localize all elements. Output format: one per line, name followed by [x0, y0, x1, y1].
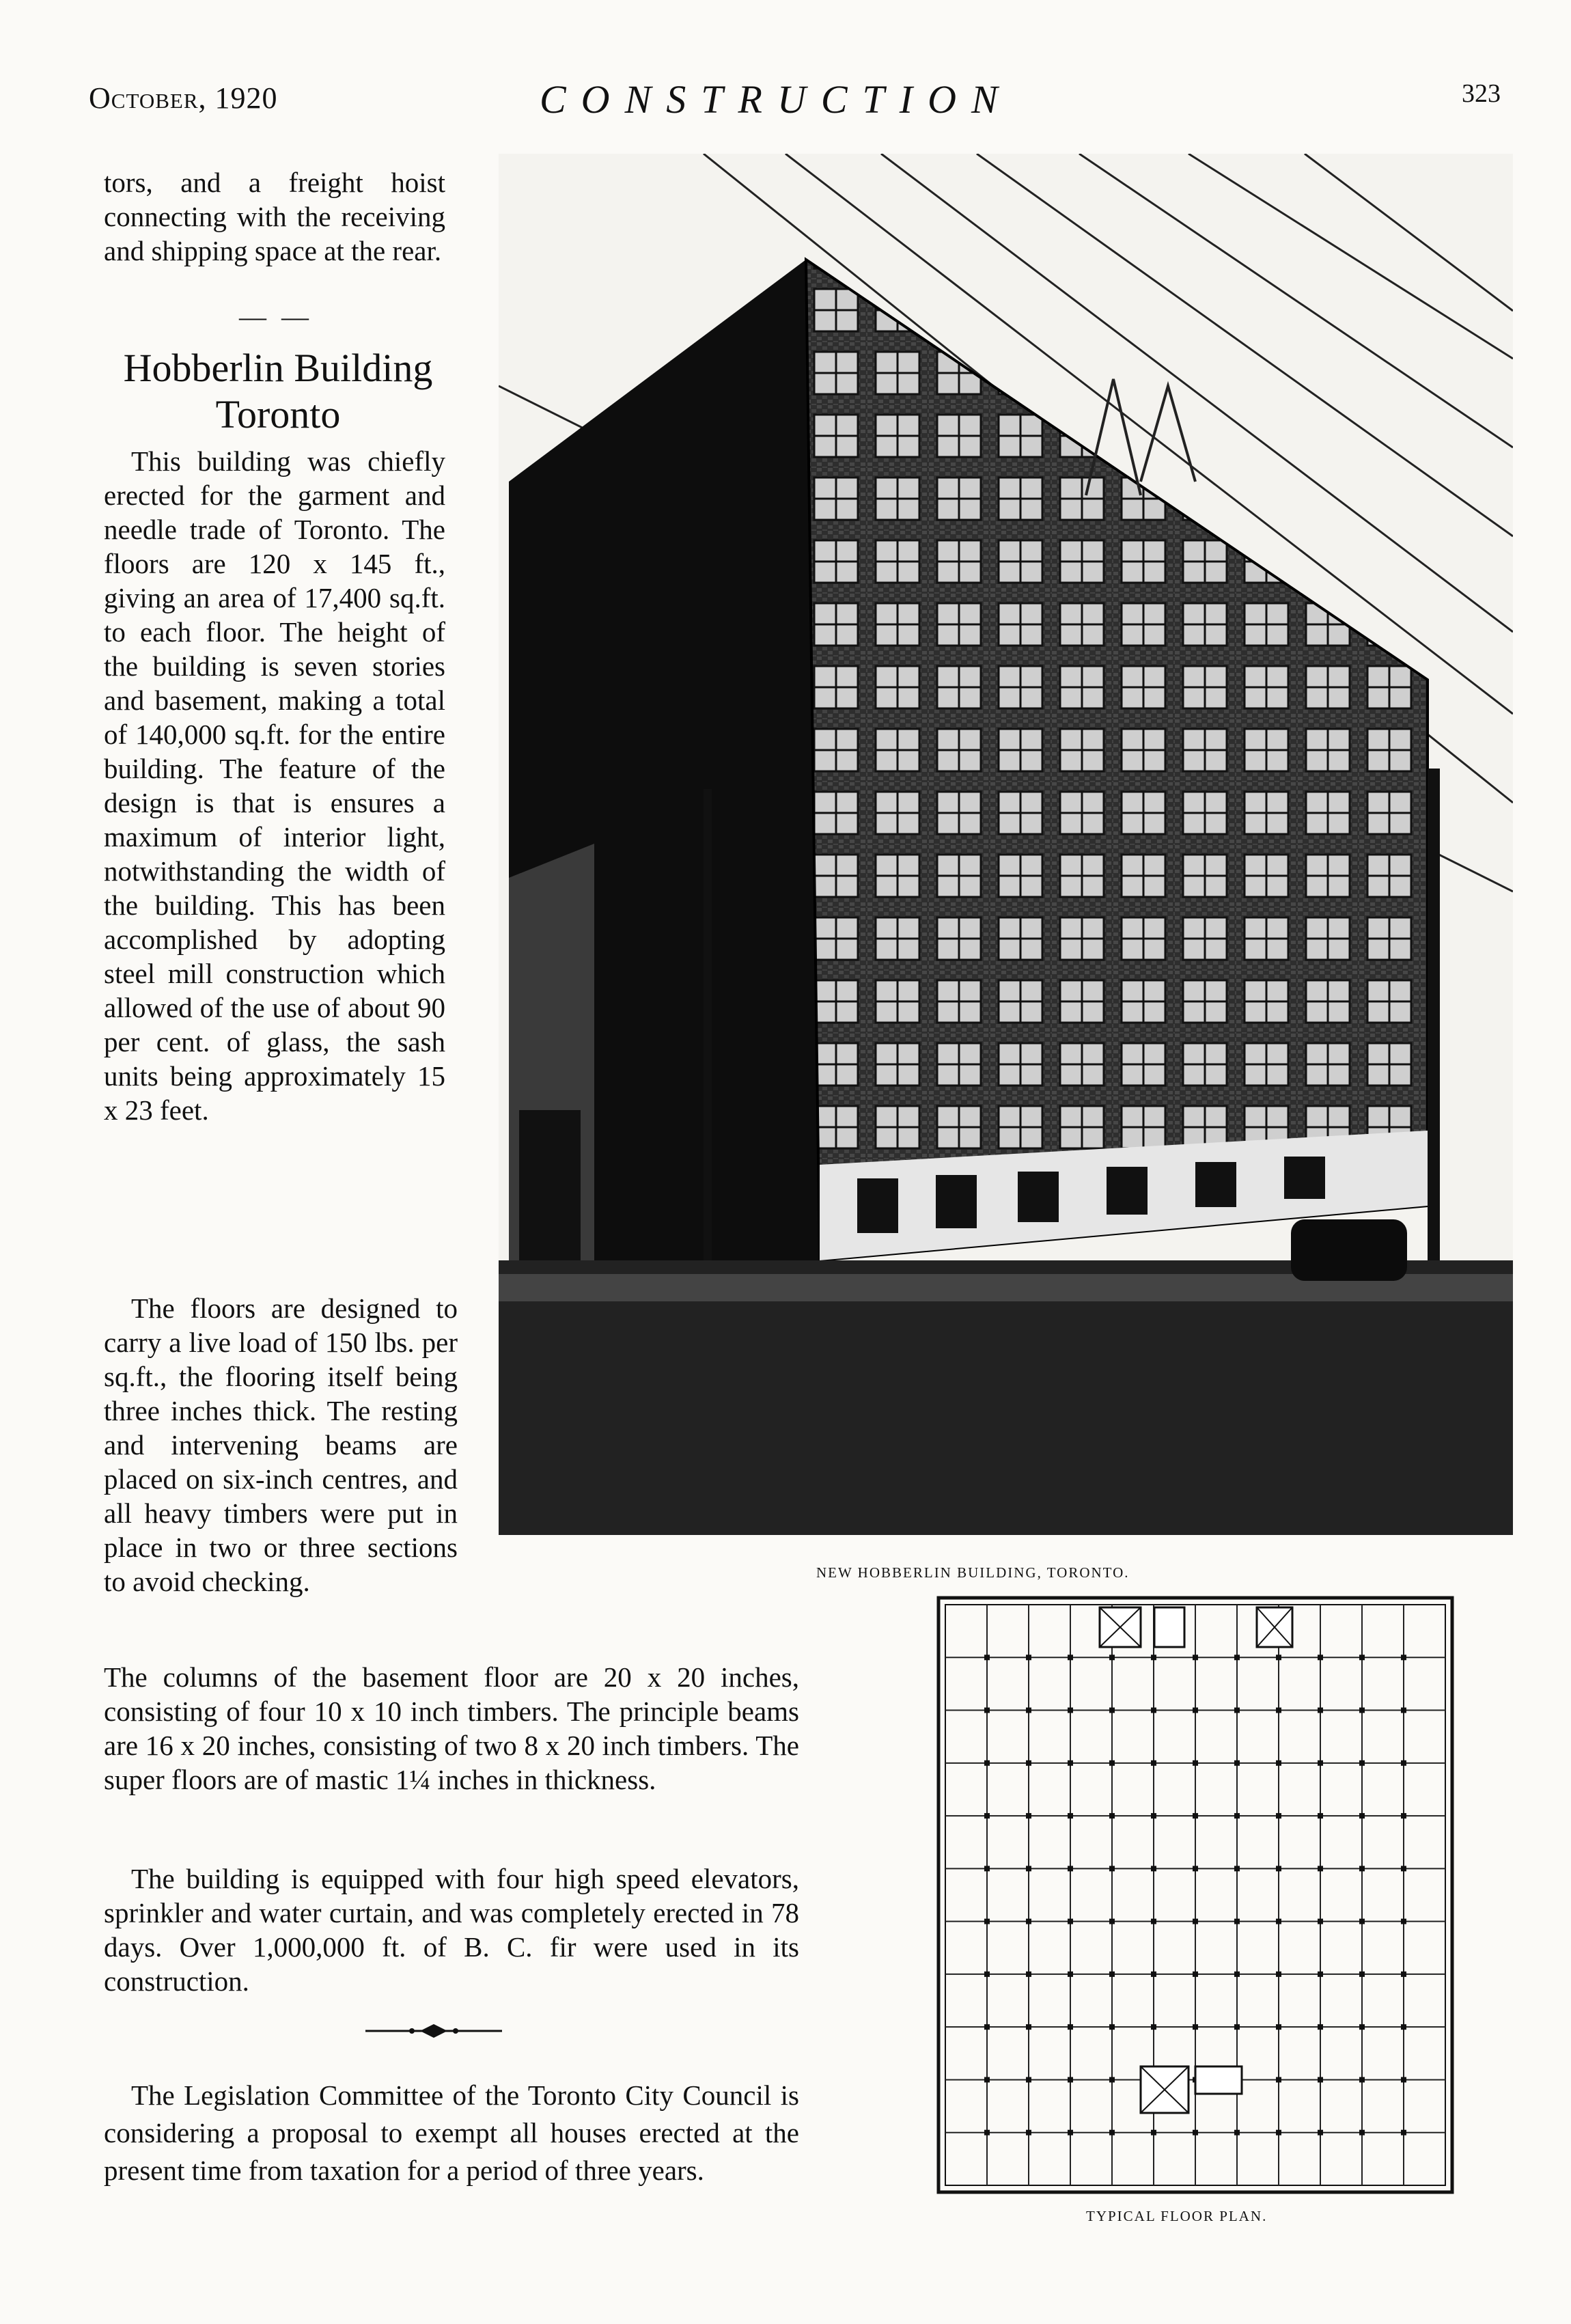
plan-column	[1109, 1760, 1115, 1766]
plan-column	[1234, 1708, 1240, 1713]
plan-column	[1318, 2130, 1323, 2135]
plan-column	[1318, 1655, 1323, 1660]
plan-column	[1276, 1919, 1281, 1924]
plan-column	[1068, 1760, 1073, 1766]
article-paragraph-2: The floors are designed to carry a live load of 150 lbs. per sq.ft., the flooring itself being three inches thick. The resting and intervening beams are placed on six-inch centres, and all heavy timbers were put in place in two or three sections to avoid checking.	[104, 1292, 458, 1597]
plan-column	[1193, 1972, 1198, 1977]
plan-column	[984, 1972, 990, 1977]
plan-column	[1193, 1919, 1198, 1924]
building-photograph	[499, 154, 1513, 1535]
plan-column	[1401, 1708, 1406, 1713]
plan-column	[1026, 2077, 1031, 2082]
article-paragraph-1: This building was chiefly erected for the garment and needle trade of Toronto. The floors are 120 x 145 ft., giving an area of 17,400 sq.ft. to each floor. The height of the building is seven stories and basement, making a total of 140,000 sq.ft. for the entire building. The feature of the design is that is ensures a maximum of interior light, notwithstanding the width of the building. This has been accomplished by adopting steel mill construction which allowed of the use of about 90 per cent. of glass, the sash units being approximately 15 x 23 feet.	[104, 445, 445, 1126]
plan-column	[984, 1813, 990, 1818]
plan-column	[1359, 2077, 1365, 2082]
plan-column	[1026, 2130, 1031, 2135]
plan-column	[1026, 1866, 1031, 1871]
plan-column	[1359, 2130, 1365, 2135]
plan-column	[1068, 2024, 1073, 2030]
plan-column	[984, 2024, 990, 2030]
plan-column	[984, 1708, 990, 1713]
plan-column	[1276, 2130, 1281, 2135]
plan-column	[1109, 2077, 1115, 2082]
plan-column	[1318, 1972, 1323, 1977]
plan-column	[1193, 1655, 1198, 1660]
plan-column	[1318, 1708, 1323, 1713]
plan-column	[1068, 1866, 1073, 1871]
plan-column	[1276, 2077, 1281, 2082]
plan-column	[1151, 1972, 1156, 1977]
floor-plan-caption: TYPICAL FLOOR PLAN.	[1086, 2208, 1268, 2224]
plan-column	[1193, 1866, 1198, 1871]
article-heading-line1: Hobberlin Building	[123, 346, 433, 390]
photo-caption: NEW HOBBERLIN BUILDING, TORONTO.	[816, 1564, 1130, 1581]
plan-column	[1401, 2024, 1406, 2030]
plan-column	[1401, 1760, 1406, 1766]
plan-column	[1359, 1866, 1365, 1871]
plan-column	[1193, 2024, 1198, 2030]
plan-column	[1318, 1813, 1323, 1818]
plan-column	[1151, 1655, 1156, 1660]
plan-column	[1068, 1972, 1073, 1977]
plan-column	[1026, 1760, 1031, 1766]
plan-column	[1151, 2130, 1156, 2135]
plan-column	[1359, 1813, 1365, 1818]
plan-column	[1068, 1813, 1073, 1818]
news-item-paragraph: The Legislation Committee of the Toronto City Council is considering a proposal to exempt all houses erected at the present time from taxation for a period of three years.	[104, 2079, 799, 2186]
plan-column	[1068, 1708, 1073, 1713]
plan-column	[1276, 1655, 1281, 1660]
plan-column	[1068, 1919, 1073, 1924]
plan-column	[1401, 1866, 1406, 1871]
plan-column	[1359, 1655, 1365, 1660]
plan-column	[1026, 2024, 1031, 2030]
plan-column	[1109, 1813, 1115, 1818]
plan-column	[1359, 1708, 1365, 1713]
plan-column	[984, 1866, 990, 1871]
plan-column	[1318, 2077, 1323, 2082]
plan-column	[1234, 2024, 1240, 2030]
floor-plan-drawing	[936, 1595, 1455, 2195]
plan-column	[1109, 2130, 1115, 2135]
plan-column	[1151, 1919, 1156, 1924]
plan-column	[1318, 1919, 1323, 1924]
plan-column	[984, 1760, 990, 1766]
plan-column	[1068, 2130, 1073, 2135]
plan-column	[1026, 1708, 1031, 1713]
plan-column	[1068, 1655, 1073, 1660]
plan-column	[1151, 1708, 1156, 1713]
running-header-date: October, 1920	[89, 81, 278, 115]
plan-column	[1193, 2130, 1198, 2135]
plan-column	[1234, 1655, 1240, 1660]
plan-column	[1318, 1866, 1323, 1871]
plan-column	[1193, 1760, 1198, 1766]
ornamental-rule	[365, 2021, 502, 2041]
plan-column	[1151, 1813, 1156, 1818]
plan-column	[1318, 1760, 1323, 1766]
plan-column	[1193, 1813, 1198, 1818]
plan-column	[1109, 1972, 1115, 1977]
plan-column	[1401, 1655, 1406, 1660]
plan-column	[1276, 1866, 1281, 1871]
plan-column	[1401, 1972, 1406, 1977]
plan-column	[1234, 1972, 1240, 1977]
journal-title: CONSTRUCTION	[540, 77, 1013, 122]
plan-column	[1401, 2130, 1406, 2135]
plan-column	[1359, 1972, 1365, 1977]
plan-column	[1276, 1972, 1281, 1977]
plan-column	[1026, 1813, 1031, 1818]
plan-column	[1026, 1919, 1031, 1924]
plan-column	[984, 1655, 990, 1660]
plan-column	[1026, 1972, 1031, 1977]
plan-column	[1234, 1919, 1240, 1924]
plan-column	[1068, 2077, 1073, 2082]
plan-column	[1151, 1760, 1156, 1766]
continued-paragraph: tors, and a freight hoist connecting with the receiving and shipping space at the rear.	[104, 167, 445, 266]
plan-column	[1151, 1866, 1156, 1871]
plan-column	[1401, 1919, 1406, 1924]
plan-column	[1109, 1708, 1115, 1713]
plan-column	[1109, 1655, 1115, 1660]
plan-column	[984, 2130, 990, 2135]
plan-column	[1234, 1760, 1240, 1766]
page-number: 323	[1462, 79, 1501, 108]
plan-column	[1276, 1708, 1281, 1713]
article-paragraph-3: The building is equipped with four high speed elevators, sprinkler and water curtain, and was completely erected in 78 days. Over 1,000,000 ft. of B. C. fir were used in its construction.	[104, 1863, 799, 1997]
plan-column	[1276, 2024, 1281, 2030]
article-heading	[104, 345, 452, 438]
plan-column	[1026, 1655, 1031, 1660]
plan-column	[1234, 1866, 1240, 1871]
article-heading-line2: Toronto	[215, 392, 341, 437]
plan-column	[1151, 2024, 1156, 2030]
plan-column	[1109, 1919, 1115, 1924]
plan-column	[1234, 2130, 1240, 2135]
plan-column	[1359, 1919, 1365, 1924]
plan-column	[984, 1919, 990, 1924]
plan-column	[1276, 1760, 1281, 1766]
plan-column	[1359, 1760, 1365, 1766]
article-paragraph-2-continued: The columns of the basement floor are 20 x 20 inches, consisting of four 10 x 10 inch timbers. The principle beams are 16 x 20 inches, consisting of two 8 x 20 inch timbers. The super floors are of mastic 1¼ inches in thickness.	[104, 1661, 799, 1795]
plan-column	[1193, 1708, 1198, 1713]
plan-column	[1401, 2077, 1406, 2082]
plan-column	[984, 2077, 990, 2082]
plan-column	[1109, 2024, 1115, 2030]
plan-column	[1109, 1866, 1115, 1871]
plan-column	[1318, 2024, 1323, 2030]
section-separator: — —	[239, 301, 313, 332]
plan-column	[1276, 1813, 1281, 1818]
plan-column	[1401, 1813, 1406, 1818]
plan-column	[1359, 2024, 1365, 2030]
plan-column	[1234, 1813, 1240, 1818]
